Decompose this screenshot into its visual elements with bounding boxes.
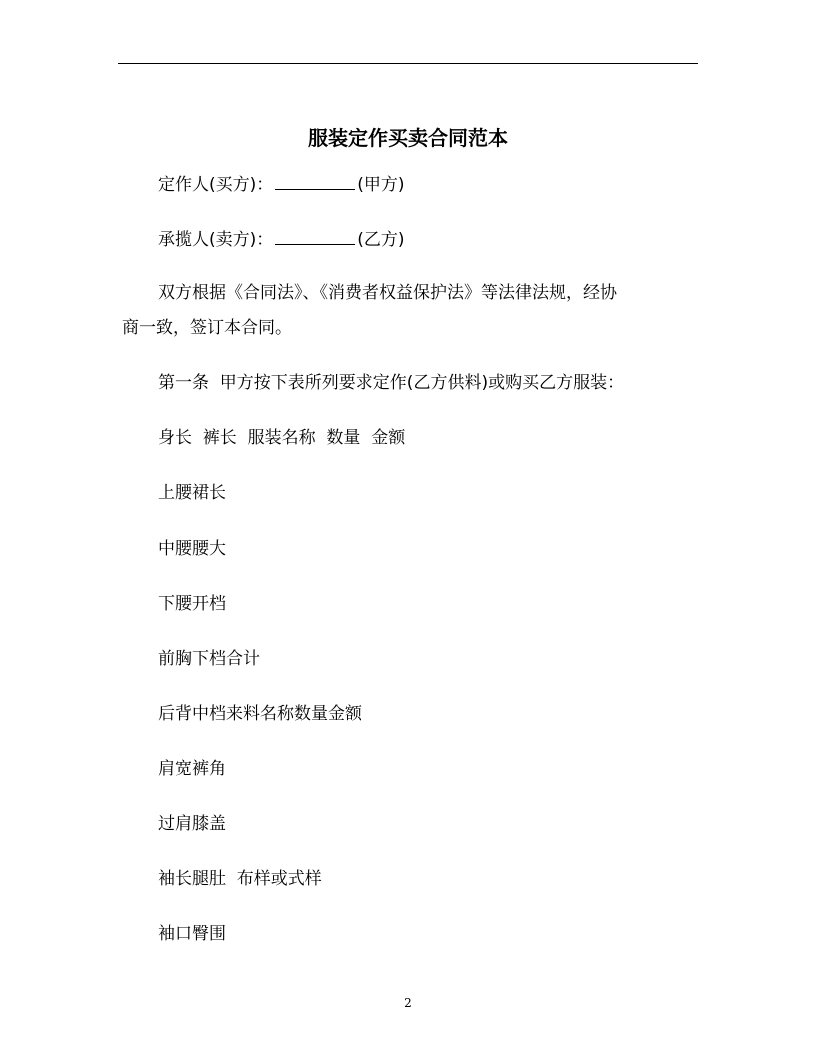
table-line: 上腰裙长 — [158, 483, 226, 503]
seller-line — [158, 228, 405, 250]
table-line: 中腰腰大 — [158, 539, 226, 559]
buyer-suffix: (甲方) — [357, 175, 405, 195]
buyer-label: 定作人(买方)： — [158, 175, 274, 195]
preamble-line-1: 双方根据《合同法》、《消费者权益保护法》等法律法规，经协 — [158, 283, 617, 303]
table-line: 肩宽裤角 — [158, 759, 226, 779]
document-title: 服装定作买卖合同范本 — [308, 126, 508, 150]
seller-blank — [275, 228, 355, 245]
buyer-blank — [275, 173, 355, 190]
table-line: 下腰开档 — [158, 594, 226, 614]
header-rule — [118, 63, 698, 64]
seller-label: 承揽人(卖方)： — [158, 230, 274, 250]
article-1: 第一条 甲方按下表所列要求定作(乙方供料)或购买乙方服装： — [158, 373, 625, 393]
table-line: 前胸下档合计 — [158, 649, 260, 669]
preamble-line-2: 商一致，签订本合同。 — [122, 318, 292, 338]
page-number: 2 — [404, 996, 412, 1010]
table-line: 过肩膝盖 — [158, 814, 226, 834]
seller-suffix: (乙方) — [357, 230, 405, 250]
table-line: 后背中档来料名称数量金额 — [158, 704, 362, 724]
buyer-line — [158, 173, 405, 195]
table-line: 袖长腿肚 布样或式样 — [158, 869, 322, 889]
table-line: 身长 裤长 服装名称 数量 金额 — [158, 428, 406, 448]
table-line: 袖口臀围 — [158, 924, 226, 944]
